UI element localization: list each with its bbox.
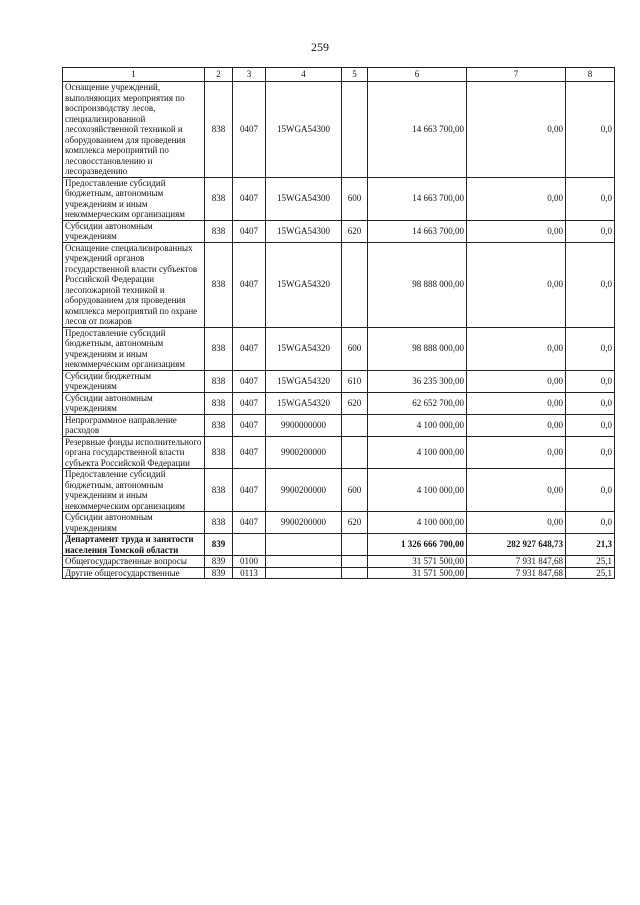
executed-amount-cell: 0,00 xyxy=(467,469,566,512)
page-number: 259 xyxy=(311,40,329,54)
section-cell: 0407 xyxy=(233,392,266,414)
executed-amount-cell: 0,00 xyxy=(467,414,566,436)
expense-type-cell: 600 xyxy=(342,177,368,220)
header-cell: 1 xyxy=(63,68,205,82)
header-cell: 4 xyxy=(266,68,342,82)
expense-type-cell: 610 xyxy=(342,370,368,392)
percent-cell: 0,0 xyxy=(566,392,615,414)
section-cell: 0407 xyxy=(233,177,266,220)
row-name-cell: Непрограммное направление расходов xyxy=(63,414,205,436)
table-row xyxy=(63,327,615,370)
target-article-cell: 9900200000 xyxy=(266,469,342,512)
code-cell: 839 xyxy=(205,567,233,579)
code-cell: 838 xyxy=(205,414,233,436)
target-article-cell: 9900000000 xyxy=(266,414,342,436)
table-row xyxy=(63,414,615,436)
section-cell: 0407 xyxy=(233,327,266,370)
percent-cell: 25,1 xyxy=(566,556,615,568)
target-article-cell: 15WGA54300 xyxy=(266,82,342,178)
section-cell: 0100 xyxy=(233,556,266,568)
executed-amount-cell: 0,00 xyxy=(467,512,566,534)
section-cell: 0113 xyxy=(233,567,266,579)
expense-type-cell xyxy=(342,556,368,568)
plan-amount-cell: 4 100 000,00 xyxy=(368,512,467,534)
code-cell: 838 xyxy=(205,177,233,220)
percent-cell: 0,0 xyxy=(566,469,615,512)
row-name-cell: Оснащение специализированных учреждений органов государственной власти субъектов Российской Федерации лесопожарной техникой и оборудованием для проведения комплекса мероприятий по охране лесов от пожаров xyxy=(63,242,205,327)
row-name-cell: Субсидии бюджетным учреждениям xyxy=(63,370,205,392)
table-header-row xyxy=(63,68,615,82)
percent-cell: 0,0 xyxy=(566,327,615,370)
table-row xyxy=(63,82,615,178)
section-cell: 0407 xyxy=(233,82,266,178)
percent-cell: 0,0 xyxy=(566,82,615,178)
expense-type-cell: 620 xyxy=(342,392,368,414)
code-cell: 838 xyxy=(205,220,233,242)
row-name-cell: Субсидии автономным учреждениям xyxy=(63,220,205,242)
code-cell: 838 xyxy=(205,436,233,469)
code-cell: 838 xyxy=(205,469,233,512)
row-name-cell: Другие общегосударственные xyxy=(63,567,205,579)
percent-cell: 25,1 xyxy=(566,567,615,579)
table-body xyxy=(63,82,615,579)
row-name-cell: Предоставление субсидий бюджетным, автономным учреждениям и иным некоммерческим организациям xyxy=(63,177,205,220)
row-name-cell: Субсидии автономным учреждениям xyxy=(63,392,205,414)
expense-type-cell xyxy=(342,567,368,579)
target-article-cell: 9900200000 xyxy=(266,512,342,534)
table-row xyxy=(63,242,615,327)
section-cell: 0407 xyxy=(233,512,266,534)
code-cell: 838 xyxy=(205,512,233,534)
plan-amount-cell: 14 663 700,00 xyxy=(368,220,467,242)
percent-cell: 0,0 xyxy=(566,220,615,242)
target-article-cell: 15WGA54300 xyxy=(266,177,342,220)
code-cell: 839 xyxy=(205,556,233,568)
header-cell: 3 xyxy=(233,68,266,82)
section-cell xyxy=(233,534,266,556)
section-cell: 0407 xyxy=(233,436,266,469)
executed-amount-cell: 7 931 847,68 xyxy=(467,556,566,568)
target-article-cell: 15WGA54320 xyxy=(266,392,342,414)
percent-cell: 0,0 xyxy=(566,370,615,392)
table-row xyxy=(63,556,615,568)
plan-amount-cell: 14 663 700,00 xyxy=(368,82,467,178)
executed-amount-cell: 282 927 648,73 xyxy=(467,534,566,556)
target-article-cell: 9900200000 xyxy=(266,436,342,469)
target-article-cell xyxy=(266,556,342,568)
row-name-cell: Оснащение учреждений, выполняющих мероприятия по воспроизводству лесов, специализированной лесохозяйственной техникой и оборудованием для проведения комплекса мероприятий по лесовосстановлению и лесоразведению xyxy=(63,82,205,178)
target-article-cell: 15WGA54320 xyxy=(266,327,342,370)
header-cell: 6 xyxy=(368,68,467,82)
plan-amount-cell: 62 652 700,00 xyxy=(368,392,467,414)
target-article-cell xyxy=(266,567,342,579)
expense-type-cell xyxy=(342,534,368,556)
row-name-cell: Субсидии автономным учреждениям xyxy=(63,512,205,534)
executed-amount-cell: 0,00 xyxy=(467,82,566,178)
plan-amount-cell: 98 888 000,00 xyxy=(368,327,467,370)
plan-amount-cell: 31 571 500,00 xyxy=(368,567,467,579)
table-row xyxy=(63,567,615,579)
target-article-cell: 15WGA54300 xyxy=(266,220,342,242)
percent-cell: 0,0 xyxy=(566,512,615,534)
table-row xyxy=(63,512,615,534)
header-cell: 5 xyxy=(342,68,368,82)
executed-amount-cell: 0,00 xyxy=(467,327,566,370)
executed-amount-cell: 0,00 xyxy=(467,436,566,469)
plan-amount-cell: 98 888 000,00 xyxy=(368,242,467,327)
code-cell: 838 xyxy=(205,82,233,178)
expense-type-cell xyxy=(342,436,368,469)
expense-type-cell: 600 xyxy=(342,327,368,370)
table-row xyxy=(63,436,615,469)
section-cell: 0407 xyxy=(233,242,266,327)
plan-amount-cell: 4 100 000,00 xyxy=(368,414,467,436)
row-name-cell: Предоставление субсидий бюджетным, автономным учреждениям и иным некоммерческим организациям xyxy=(63,469,205,512)
section-cell: 0407 xyxy=(233,370,266,392)
percent-cell: 0,0 xyxy=(566,414,615,436)
section-cell: 0407 xyxy=(233,414,266,436)
executed-amount-cell: 0,00 xyxy=(467,242,566,327)
target-article-cell: 15WGA54320 xyxy=(266,242,342,327)
expense-type-cell xyxy=(342,242,368,327)
expense-type-cell: 620 xyxy=(342,512,368,534)
expense-type-cell: 600 xyxy=(342,469,368,512)
code-cell: 839 xyxy=(205,534,233,556)
percent-cell: 0,0 xyxy=(566,436,615,469)
table-row xyxy=(63,392,615,414)
plan-amount-cell: 1 326 666 700,00 xyxy=(368,534,467,556)
row-name-cell: Резервные фонды исполнительного органа государственной власти субъекта Российской Федерации xyxy=(63,436,205,469)
expense-type-cell: 620 xyxy=(342,220,368,242)
executed-amount-cell: 0,00 xyxy=(467,220,566,242)
section-cell: 0407 xyxy=(233,220,266,242)
row-name-cell: Департамент труда и занятости населения Томской области xyxy=(63,534,205,556)
header-cell: 2 xyxy=(205,68,233,82)
executed-amount-cell: 0,00 xyxy=(467,177,566,220)
section-cell: 0407 xyxy=(233,469,266,512)
header-cell: 7 xyxy=(467,68,566,82)
table-row xyxy=(63,220,615,242)
row-name-cell: Предоставление субсидий бюджетным, автономным учреждениям и иным некоммерческим организациям xyxy=(63,327,205,370)
table-row xyxy=(63,534,615,556)
plan-amount-cell: 4 100 000,00 xyxy=(368,436,467,469)
percent-cell: 0,0 xyxy=(566,242,615,327)
expense-type-cell xyxy=(342,414,368,436)
plan-amount-cell: 36 235 300,00 xyxy=(368,370,467,392)
table-row xyxy=(63,469,615,512)
executed-amount-cell: 0,00 xyxy=(467,392,566,414)
plan-amount-cell: 31 571 500,00 xyxy=(368,556,467,568)
plan-amount-cell: 4 100 000,00 xyxy=(368,469,467,512)
code-cell: 838 xyxy=(205,327,233,370)
expense-type-cell xyxy=(342,82,368,178)
budget-table xyxy=(62,67,615,579)
percent-cell: 0,0 xyxy=(566,177,615,220)
row-name-cell: Общегосударственные вопросы xyxy=(63,556,205,568)
executed-amount-cell: 7 931 847,68 xyxy=(467,567,566,579)
code-cell: 838 xyxy=(205,242,233,327)
target-article-cell xyxy=(266,534,342,556)
target-article-cell: 15WGA54320 xyxy=(266,370,342,392)
code-cell: 838 xyxy=(205,392,233,414)
table-row xyxy=(63,370,615,392)
header-cell: 8 xyxy=(566,68,615,82)
percent-cell: 21,3 xyxy=(566,534,615,556)
plan-amount-cell: 14 663 700,00 xyxy=(368,177,467,220)
table-row xyxy=(63,177,615,220)
code-cell: 838 xyxy=(205,370,233,392)
executed-amount-cell: 0,00 xyxy=(467,370,566,392)
